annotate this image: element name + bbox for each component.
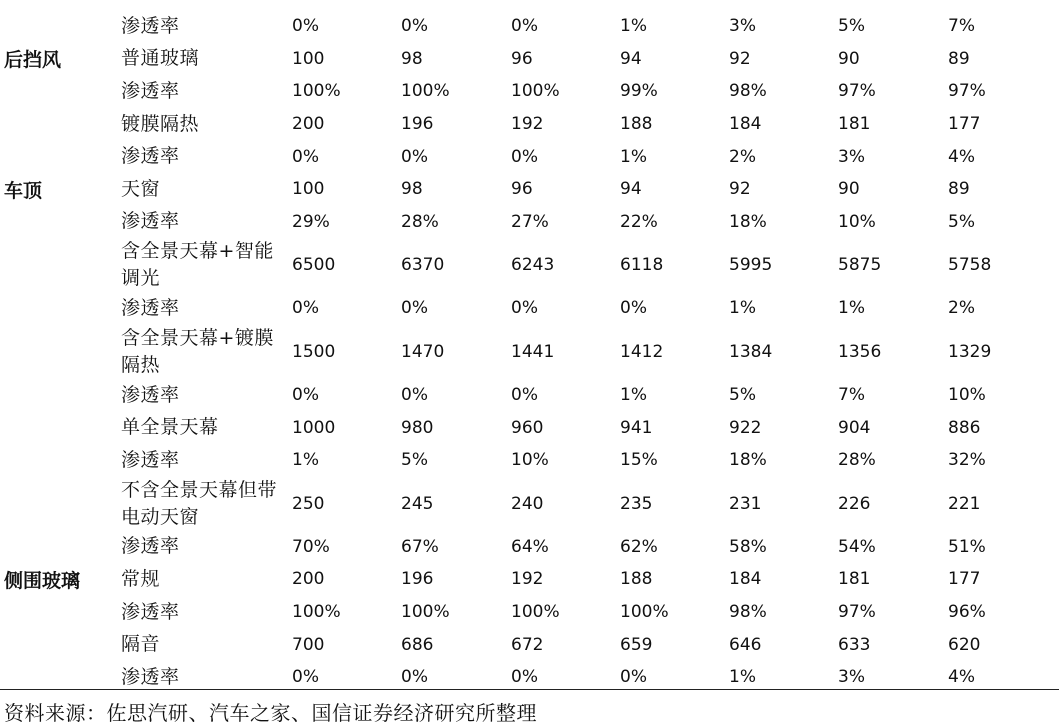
row-value: 0% xyxy=(511,146,538,167)
row-value: 98% xyxy=(729,602,767,623)
row-value: 5% xyxy=(729,385,756,406)
row-value: 0% xyxy=(511,667,538,688)
row-value: 1500 xyxy=(292,341,336,362)
row-value: 96 xyxy=(511,48,533,69)
row-value: 5758 xyxy=(948,255,992,276)
row-value: 1% xyxy=(292,450,319,471)
row-value: 904 xyxy=(838,417,871,438)
row-value: 0% xyxy=(292,146,319,167)
row-label: 渗透率 xyxy=(121,145,180,168)
row-value: 18% xyxy=(729,211,767,232)
row-value: 0% xyxy=(401,385,428,406)
row-value: 1470 xyxy=(401,341,445,362)
row-group: 车顶 xyxy=(4,179,43,202)
row-value: 28% xyxy=(401,211,439,232)
table-row xyxy=(0,411,1059,444)
row-value: 96% xyxy=(948,602,986,623)
row-value: 886 xyxy=(948,417,981,438)
row-value: 32% xyxy=(948,450,986,471)
row-value: 1356 xyxy=(838,341,882,362)
row-value: 10% xyxy=(838,211,876,232)
row-value: 7% xyxy=(838,385,865,406)
table-row xyxy=(0,379,1059,412)
row-value: 5% xyxy=(838,16,865,37)
table-row xyxy=(0,596,1059,629)
row-value: 97% xyxy=(838,81,876,102)
row-value: 27% xyxy=(511,211,549,232)
row-label: 渗透率 xyxy=(121,665,180,688)
row-label: 渗透率 xyxy=(121,383,180,406)
row-value: 70% xyxy=(292,536,330,557)
row-value: 98 xyxy=(401,48,423,69)
row-value: 67% xyxy=(401,536,439,557)
row-value: 0% xyxy=(401,16,428,37)
row-value: 89 xyxy=(948,48,970,69)
row-value: 184 xyxy=(729,114,762,135)
row-value: 0% xyxy=(292,298,319,319)
row-value: 54% xyxy=(838,536,876,557)
row-value: 196 xyxy=(401,569,434,590)
row-value: 0% xyxy=(401,298,428,319)
row-value: 100% xyxy=(511,602,560,623)
table-row xyxy=(0,10,1059,43)
table-row xyxy=(0,292,1059,325)
row-value: 96 xyxy=(511,179,533,200)
row-value: 6243 xyxy=(511,255,555,276)
row-value: 633 xyxy=(838,634,871,655)
row-value: 0% xyxy=(511,385,538,406)
table-row xyxy=(0,325,1059,379)
table-row xyxy=(0,531,1059,564)
row-label: 天窗 xyxy=(121,177,161,200)
row-value: 960 xyxy=(511,417,544,438)
row-value: 7% xyxy=(948,16,975,37)
source-note: 资料来源：佐思汽研、汽车之家、国信证券经济研究所整理 xyxy=(4,701,537,725)
row-value: 100% xyxy=(511,81,560,102)
row-value: 200 xyxy=(292,114,325,135)
row-label: 渗透率 xyxy=(121,14,180,37)
row-value: 90 xyxy=(838,179,860,200)
row-value: 1000 xyxy=(292,417,336,438)
row-value: 2% xyxy=(948,298,975,319)
row-value: 0% xyxy=(511,298,538,319)
row-value: 100% xyxy=(401,81,450,102)
row-value: 221 xyxy=(948,493,981,514)
row-value: 192 xyxy=(511,569,544,590)
row-label: 渗透率 xyxy=(121,296,180,319)
row-value: 188 xyxy=(620,114,653,135)
row-value: 100% xyxy=(292,81,341,102)
row-label: 渗透率 xyxy=(121,79,180,102)
row-value: 672 xyxy=(511,634,544,655)
row-value: 686 xyxy=(401,634,434,655)
row-value: 58% xyxy=(729,536,767,557)
row-label: 含全景天幕+智能调光 xyxy=(121,240,274,290)
row-value: 3% xyxy=(838,146,865,167)
row-label: 渗透率 xyxy=(121,600,180,623)
row-value: 0% xyxy=(511,16,538,37)
row-value: 700 xyxy=(292,634,325,655)
row-value: 200 xyxy=(292,569,325,590)
row-value: 99% xyxy=(620,81,658,102)
row-value: 5% xyxy=(401,450,428,471)
row-value: 5% xyxy=(948,211,975,232)
row-label: 渗透率 xyxy=(121,210,180,233)
row-group: 侧围玻璃 xyxy=(4,569,81,592)
table-row xyxy=(0,75,1059,108)
row-value: 3% xyxy=(838,667,865,688)
row-value: 226 xyxy=(838,493,871,514)
row-label: 渗透率 xyxy=(121,448,180,471)
row-value: 1441 xyxy=(511,341,555,362)
table-row xyxy=(0,563,1059,596)
row-value: 98 xyxy=(401,179,423,200)
row-value: 0% xyxy=(292,16,319,37)
row-value: 100 xyxy=(292,179,325,200)
row-label: 常规 xyxy=(121,567,161,590)
row-value: 6500 xyxy=(292,255,336,276)
row-label: 普通玻璃 xyxy=(121,47,200,70)
row-label: 隔音 xyxy=(121,633,161,656)
row-value: 250 xyxy=(292,493,325,514)
row-value: 980 xyxy=(401,417,434,438)
row-value: 1384 xyxy=(729,341,773,362)
table-row xyxy=(0,444,1059,477)
row-value: 177 xyxy=(948,569,981,590)
table-row xyxy=(0,238,1059,292)
row-value: 1% xyxy=(620,385,647,406)
row-value: 181 xyxy=(838,569,871,590)
row-value: 15% xyxy=(620,450,658,471)
table-row xyxy=(0,173,1059,206)
row-value: 100% xyxy=(401,602,450,623)
row-value: 3% xyxy=(729,16,756,37)
row-value: 28% xyxy=(838,450,876,471)
row-value: 5875 xyxy=(838,255,882,276)
row-value: 10% xyxy=(948,385,986,406)
row-value: 620 xyxy=(948,634,981,655)
table-row xyxy=(0,206,1059,239)
row-value: 192 xyxy=(511,114,544,135)
row-value: 1329 xyxy=(948,341,992,362)
row-value: 922 xyxy=(729,417,762,438)
row-value: 90 xyxy=(838,48,860,69)
table-row xyxy=(0,477,1059,531)
row-value: 100% xyxy=(620,602,669,623)
row-value: 1% xyxy=(620,16,647,37)
row-value: 100% xyxy=(292,602,341,623)
row-value: 22% xyxy=(620,211,658,232)
row-value: 97% xyxy=(838,602,876,623)
row-value: 646 xyxy=(729,634,762,655)
row-value: 0% xyxy=(620,667,647,688)
row-value: 196 xyxy=(401,114,434,135)
row-value: 92 xyxy=(729,179,751,200)
row-label: 单全景天幕 xyxy=(121,416,219,439)
row-value: 4% xyxy=(948,667,975,688)
row-value: 92 xyxy=(729,48,751,69)
row-value: 1% xyxy=(729,298,756,319)
row-value: 89 xyxy=(948,179,970,200)
row-value: 1% xyxy=(729,667,756,688)
row-value: 0% xyxy=(292,667,319,688)
table-divider xyxy=(0,689,1059,690)
row-value: 659 xyxy=(620,634,653,655)
row-group: 后挡风 xyxy=(4,49,62,72)
row-value: 245 xyxy=(401,493,434,514)
row-value: 94 xyxy=(620,48,642,69)
table-row xyxy=(0,628,1059,661)
row-label: 含全景天幕+镀膜隔热 xyxy=(121,326,274,376)
row-value: 235 xyxy=(620,493,653,514)
row-value: 1% xyxy=(838,298,865,319)
row-value: 29% xyxy=(292,211,330,232)
row-value: 1412 xyxy=(620,341,664,362)
table-row xyxy=(0,43,1059,76)
row-value: 5995 xyxy=(729,255,773,276)
row-value: 6370 xyxy=(401,255,445,276)
row-value: 0% xyxy=(620,298,647,319)
row-value: 1% xyxy=(620,146,647,167)
row-label: 不含全景天幕但带电动天窗 xyxy=(121,478,278,528)
row-value: 18% xyxy=(729,450,767,471)
row-value: 98% xyxy=(729,81,767,102)
row-label: 镀膜隔热 xyxy=(121,112,200,135)
row-value: 184 xyxy=(729,569,762,590)
table-row xyxy=(0,108,1059,141)
row-value: 4% xyxy=(948,146,975,167)
row-value: 188 xyxy=(620,569,653,590)
row-value: 181 xyxy=(838,114,871,135)
row-value: 62% xyxy=(620,536,658,557)
row-value: 0% xyxy=(401,146,428,167)
row-value: 64% xyxy=(511,536,549,557)
row-value: 51% xyxy=(948,536,986,557)
row-value: 6118 xyxy=(620,255,664,276)
row-value: 231 xyxy=(729,493,762,514)
row-value: 97% xyxy=(948,81,986,102)
row-value: 941 xyxy=(620,417,653,438)
row-value: 94 xyxy=(620,179,642,200)
row-value: 100 xyxy=(292,48,325,69)
row-value: 2% xyxy=(729,146,756,167)
row-label: 渗透率 xyxy=(121,535,180,558)
row-value: 177 xyxy=(948,114,981,135)
row-value: 10% xyxy=(511,450,549,471)
table-row xyxy=(0,140,1059,173)
row-value: 240 xyxy=(511,493,544,514)
row-value: 0% xyxy=(401,667,428,688)
row-value: 0% xyxy=(292,385,319,406)
